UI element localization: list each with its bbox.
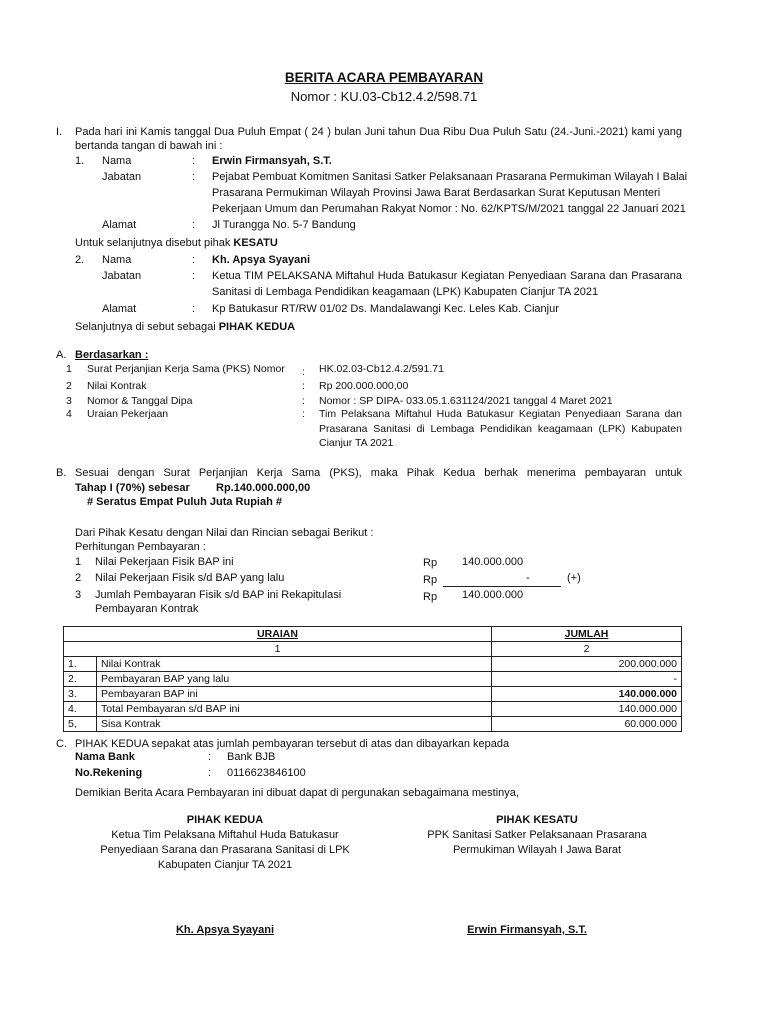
basis-item-value-line: Prasarana Sanitasi di Lembaga Pendidikan keagamaan (LPK) Kabupaten <box>319 423 682 435</box>
basis-item-label: Nomor & Tanggal Dipa <box>87 395 193 407</box>
payment-stage: Tahap I (70%) sebesar <box>75 482 190 494</box>
signature-left-line: Penyediaan Sarana dan Prasarana Sanitasi di LPK <box>100 844 350 856</box>
row-label: Total Pembayaran s/d BAP ini <box>97 702 492 717</box>
designation-prefix: Selanjutnya di sebut sebagai <box>75 321 219 333</box>
row-value: 200.000.000 <box>492 657 682 672</box>
calc-value: 140.000.000 <box>462 556 524 568</box>
basis-item-label: Surat Perjanjian Kerja Sama (PKS) Nomor <box>87 363 285 375</box>
row-number: 1. <box>64 657 97 672</box>
colon: : <box>208 767 212 779</box>
party2-jabatan-label: Jabatan <box>102 270 142 282</box>
colon: : <box>192 303 196 315</box>
party1-number: 1. <box>75 155 85 167</box>
colon: : <box>192 171 196 183</box>
colon: : <box>302 366 305 378</box>
section-a-heading: Berdasarkan : <box>75 349 149 361</box>
calculation-heading: Perhitungan Pembayaran : <box>75 541 206 553</box>
calc-label-line2: Pembayaran Kontrak <box>95 603 199 615</box>
calc-value: - <box>526 572 530 584</box>
signature-right-heading: PIHAK KESATU <box>496 814 578 826</box>
basis-item-value: Nomor : SP DIPA- 033.05.1.631124/2021 tanggal 4 Maret 2021 <box>319 395 613 407</box>
basis-item-value-line: Cianjur TA 2021 <box>319 437 394 449</box>
party1-alamat-label: Alamat <box>102 219 137 231</box>
amount-in-words: # Seratus Empat Puluh Juta Rupiah # <box>87 496 282 508</box>
recap-table <box>63 626 682 732</box>
calc-label: Jumlah Pembayaran Fisik s/d BAP ini Rekapitulasi <box>95 589 342 601</box>
row-label: Pembayaran BAP ini <box>97 687 492 702</box>
section-a-marker: A. <box>56 349 67 361</box>
table-row <box>64 717 682 732</box>
calc-currency: Rp <box>423 574 438 586</box>
designation-prefix: Untuk selanjutnya disebut pihak <box>75 237 234 249</box>
basis-item-value-line: Tim Pelaksana Miftahul Huda Batukasur Kegiatan Penyediaan Sarana dan <box>319 408 682 420</box>
calc-value: 140.000.000 <box>462 589 524 601</box>
column-header: URAIAN <box>64 627 492 642</box>
column-header: JUMLAH <box>492 627 682 642</box>
basis-item-number: 2 <box>66 380 72 392</box>
basis-item-number: 3 <box>66 395 72 407</box>
colon: : <box>302 408 305 420</box>
intro-line-2: bertanda tangan di bawah ini : <box>75 140 223 152</box>
row-value: 140.000.000 <box>492 702 682 717</box>
signature-left-line: Ketua Tim Pelaksana Miftahul Huda Batukasur <box>111 829 339 841</box>
party1-jabatan-line: Pejabat Pembuat Komitmen Sanitasi Satker Pelaksanaan Prasarana Permukiman Wilayah I Balai <box>212 171 688 183</box>
colon: : <box>192 219 196 231</box>
signature-right-line: PPK Sanitasi Satker Pelaksanaan Prasarana <box>427 829 647 841</box>
party1-designation <box>75 237 278 249</box>
intro-line-1: Pada hari ini Kamis tanggal Dua Puluh Empat ( 24 ) bulan Juni tahun Dua Ribu Dua Puluh Satu (24.-Juni.-2021) kami yang <box>75 126 682 138</box>
calc-label: Nilai Pekerjaan Fisik s/d BAP yang lalu <box>95 572 285 584</box>
column-number: 1 <box>64 642 492 657</box>
party1-jabatan-line: Prasarana Permukiman Wilayah Provinsi Jawa Barat Berdasarkan Surat Keputusan Menteri <box>212 187 661 199</box>
row-label: Sisa Kontrak <box>97 717 492 732</box>
party1-alamat: Jl Turangga No. 5-7 Bandung <box>212 219 356 231</box>
colon: : <box>302 380 305 392</box>
row-value: 60.000.000 <box>492 717 682 732</box>
party1-jabatan-label: Jabatan <box>102 171 142 183</box>
colon: : <box>192 270 196 282</box>
table-row <box>64 657 682 672</box>
table-row <box>64 672 682 687</box>
section-b-line1: Sesuai dengan Surat Perjanjian Kerja Sama (PKS), maka Pihak Kedua berhak menerima pembayaran untuk <box>75 467 682 479</box>
party2-jabatan-line: Sanitasi di Lembaga Pendidikan keagamaan (LPK) Kabupaten Cianjur TA 2021 <box>212 286 599 298</box>
basis-item-number: 4 <box>66 408 72 420</box>
account-label: No.Rekening <box>75 767 143 779</box>
bank-name: Bank BJB <box>227 751 276 763</box>
colon: : <box>302 395 305 407</box>
calc-label: Nilai Pekerjaan Fisik BAP ini <box>95 556 234 568</box>
party2-nama: Kh. Apsya Syayani <box>212 254 311 266</box>
row-value: - <box>492 672 682 687</box>
signature-left-line: Kabupaten Cianjur TA 2021 <box>157 859 293 871</box>
calc-currency: Rp <box>423 557 438 569</box>
colon: : <box>192 155 196 167</box>
document-title: BERITA ACARA PEMBAYARAN <box>284 70 484 85</box>
signature-left-name: Kh. Apsya Syayani <box>175 924 275 936</box>
calc-number: 2 <box>75 572 82 584</box>
row-label: Nilai Kontrak <box>97 657 492 672</box>
table-header-row <box>64 627 682 642</box>
calc-operator: (+) <box>567 572 581 584</box>
basis-item-number: 1 <box>66 363 72 375</box>
signature-right-line: Permukiman Wilayah I Jawa Barat <box>452 844 622 856</box>
row-value: 140.000.000 <box>492 687 682 702</box>
basis-item-label: Uraian Pekerjaan <box>87 408 169 420</box>
section-i-marker: I. <box>56 126 63 138</box>
table-row <box>64 702 682 717</box>
party2-alamat-label: Alamat <box>102 303 137 315</box>
party1-nama-label: Nama <box>102 155 132 167</box>
section-b-details-intro: Dari Pihak Kesatu dengan Nilai dan Rincian sebagai Berikut : <box>75 527 374 539</box>
row-label: Pembayaran BAP yang lalu <box>97 672 492 687</box>
calc-currency: Rp <box>423 591 438 603</box>
document-number: Nomor : KU.03-Cb12.4.2/598.71 <box>290 89 478 104</box>
row-number: 4. <box>64 702 97 717</box>
row-number: 3. <box>64 687 97 702</box>
party1-nama: Erwin Firmansyah, S.T. <box>212 155 332 167</box>
party2-alamat: Kp Batukasur RT/RW 01/02 Ds. Mandalawangi Kec. Leles Kab. Cianjur <box>212 303 559 315</box>
party2-nama-label: Nama <box>102 254 132 266</box>
row-number: 5, <box>64 717 97 732</box>
designation-kedua: PIHAK KEDUA <box>218 321 296 333</box>
party2-designation <box>75 321 295 333</box>
calc-number: 1 <box>75 556 82 568</box>
party2-number: 2. <box>75 254 85 266</box>
payment-amount: Rp.140.000.000,00 <box>216 482 311 494</box>
table-row <box>64 687 682 702</box>
closing-statement: Demikian Berita Acara Pembayaran ini dibuat dapat di pergunakan sebagaimana mestinya, <box>75 787 519 799</box>
party2-jabatan-line: Ketua TIM PELAKSANA Miftahul Huda Batukasur Kegiatan Penyediaan Sarana dan Prasarana <box>212 270 682 282</box>
basis-item-label: Nilai Kontrak <box>87 380 147 392</box>
row-number: 2. <box>64 672 97 687</box>
colon: : <box>208 751 212 763</box>
signature-right-name: Erwin Firmansyah, S.T. <box>467 924 587 936</box>
basis-item-value: Rp 200.000.000,00 <box>319 380 409 392</box>
calc-number: 3 <box>75 589 82 601</box>
account-number: 0116623846100 <box>227 767 306 779</box>
party1-jabatan-line: Pekerjaan Umum dan Perumahan Rakyat Nomor : No. 62/KPTS/M/2021 tanggal 22 Januari 2021 <box>212 203 686 215</box>
section-b-marker: B. <box>56 467 67 479</box>
table-subheader-row <box>64 642 682 657</box>
column-number: 2 <box>492 642 682 657</box>
signature-left-heading: PIHAK KEDUA <box>186 814 264 826</box>
section-c-marker: C. <box>56 738 67 750</box>
section-c-line1: PIHAK KEDUA sepakat atas jumlah pembayaran tersebut di atas dan dibayarkan kepada <box>75 738 510 750</box>
basis-item-value: HK.02.03-Cb12.4.2/591.71 <box>319 363 444 375</box>
sum-underline <box>443 586 561 587</box>
bank-label: Nama Bank <box>75 751 135 763</box>
designation-kesatu: KESATU <box>233 237 278 249</box>
colon: : <box>192 254 196 266</box>
